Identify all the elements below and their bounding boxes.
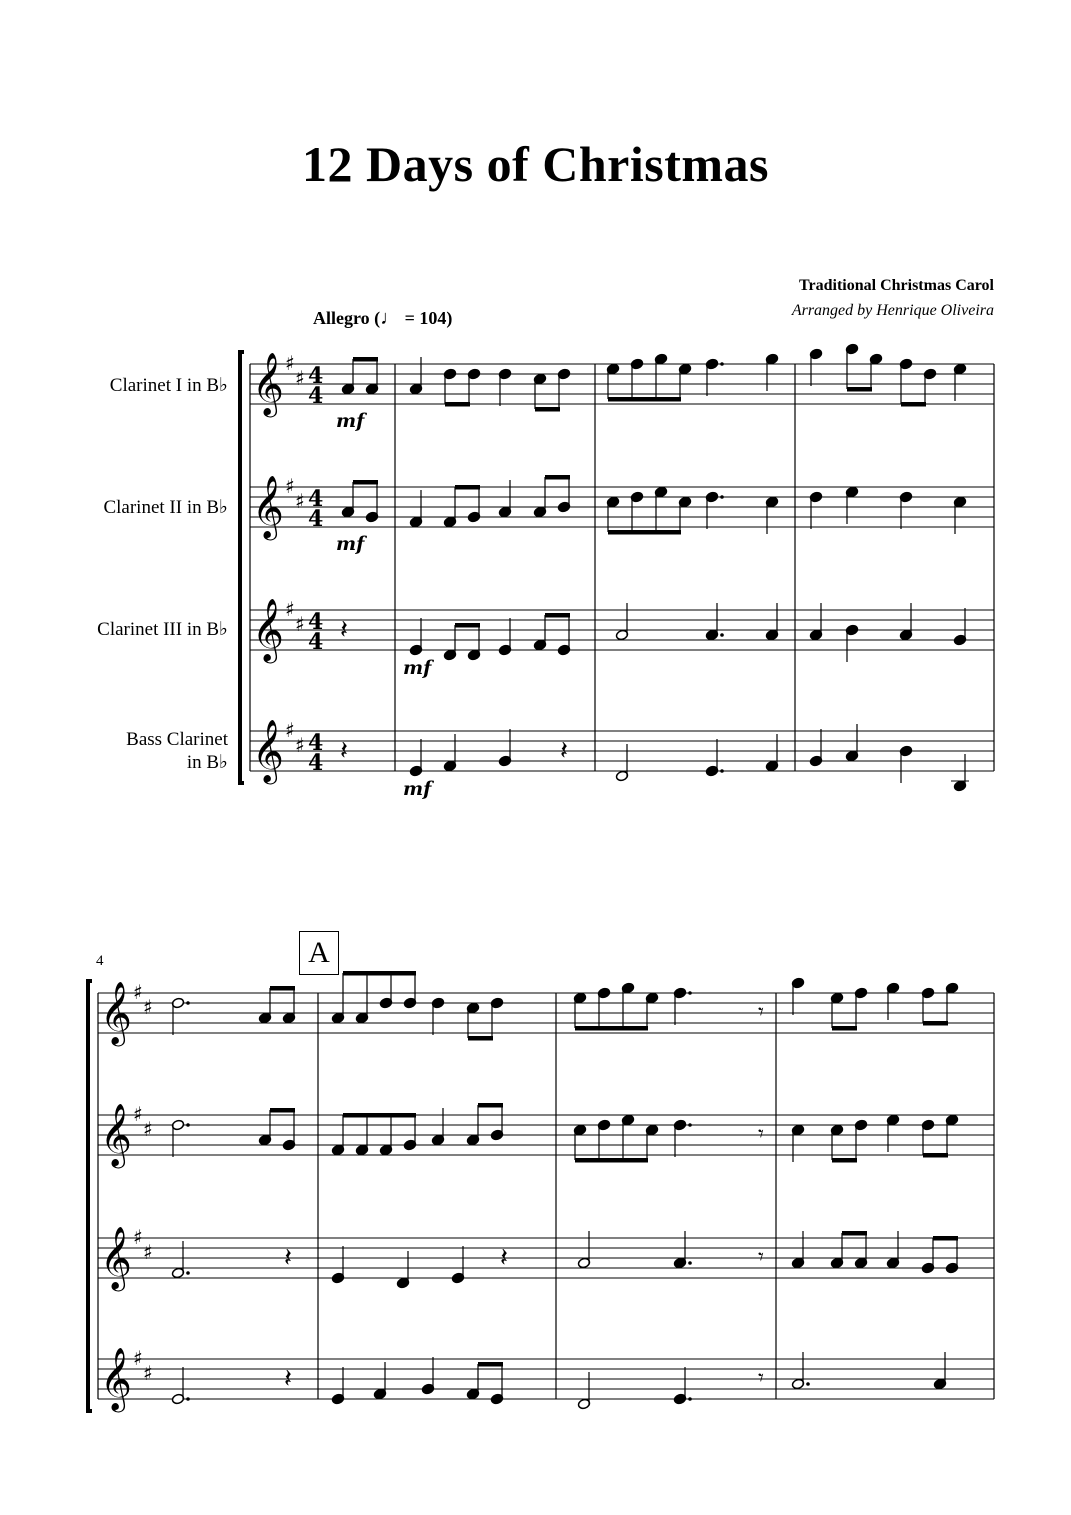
quarter-rest-icon: 𝄽 — [284, 1364, 292, 1394]
sharp-icon: ♯ — [133, 1346, 143, 1370]
treble-clef-icon: 𝄞 — [252, 598, 284, 661]
beam — [478, 1362, 503, 1367]
quarter-note-icon: ♩ — [380, 307, 401, 329]
sharp-icon: ♯ — [143, 1361, 153, 1385]
sharp-icon: ♯ — [295, 612, 305, 636]
augmentation-dot — [720, 495, 724, 499]
beam — [545, 475, 570, 480]
rehearsal-mark: A — [299, 931, 339, 975]
time-signature-numerator: 4 — [308, 486, 324, 512]
eighth-rest-icon: 𝄾 — [758, 1245, 764, 1270]
instrument-name-clarinet-3: Clarinet III in B♭ — [97, 619, 228, 640]
sharp-icon: ♯ — [133, 980, 143, 1004]
score-title: 12 Days of Christmas — [302, 136, 769, 192]
augmentation-dot — [720, 362, 724, 366]
augmentation-dot — [186, 1397, 190, 1401]
instrument-name-bass-clarinet: Bass Clarinet in B♭ — [126, 729, 228, 773]
sharp-icon: ♯ — [285, 597, 295, 621]
treble-clef-icon: 𝄞 — [100, 1347, 132, 1410]
treble-clef-icon: 𝄞 — [252, 719, 284, 782]
treble-clef-icon: 𝄞 — [100, 1226, 132, 1289]
tempo-value: = 104) — [400, 308, 453, 328]
beam — [270, 1108, 295, 1113]
dynamic-mf: mf — [336, 533, 365, 555]
augmentation-dot — [806, 1382, 810, 1386]
quarter-rest-icon: 𝄽 — [340, 736, 348, 766]
beam — [842, 1231, 867, 1236]
sharp-icon: ♯ — [295, 366, 305, 390]
beam — [455, 485, 480, 490]
augmentation-dot — [720, 769, 724, 773]
beam — [478, 1103, 503, 1108]
beam — [445, 402, 470, 407]
composer: Traditional Christmas Carol — [799, 277, 994, 294]
beam — [832, 1158, 857, 1163]
eighth-rest-icon: 𝄾 — [758, 1000, 764, 1025]
instrument-name-clarinet-1: Clarinet I in B♭ — [109, 375, 228, 396]
beam — [901, 402, 926, 407]
beam — [923, 1153, 948, 1158]
time-signature-numerator: 4 — [308, 363, 324, 389]
sharp-icon: ♯ — [285, 351, 295, 375]
beam — [608, 397, 681, 402]
arranger: Arranged by Henrique Oliveira — [791, 302, 994, 319]
sharp-icon: ♯ — [133, 1225, 143, 1249]
sharp-icon: ♯ — [285, 718, 295, 742]
instrument-name-clarinet-2: Clarinet II in B♭ — [103, 497, 228, 518]
time-signature-numerator: 4 — [308, 730, 324, 756]
sharp-icon: ♯ — [295, 489, 305, 513]
eighth-rest-icon: 𝄾 — [758, 1366, 764, 1391]
augmentation-dot — [186, 1123, 190, 1127]
quarter-rest-icon: 𝄽 — [284, 1243, 292, 1273]
dynamic-mf: mf — [336, 410, 365, 432]
beam — [933, 1236, 958, 1241]
beam — [575, 1158, 648, 1163]
augmentation-dot — [186, 1271, 190, 1275]
beam — [468, 1036, 493, 1041]
eighth-rest-icon: 𝄾 — [758, 1122, 764, 1147]
beam — [535, 407, 560, 412]
dynamic-mf: mf — [403, 657, 432, 679]
sharp-icon: ♯ — [295, 733, 305, 757]
treble-clef-icon: 𝄞 — [100, 1103, 132, 1166]
augmentation-dot — [688, 1397, 692, 1401]
quarter-rest-icon: 𝄽 — [340, 615, 348, 645]
time-signature-denominator: 4 — [308, 750, 324, 776]
beam — [455, 623, 480, 628]
system-bracket — [88, 981, 92, 1411]
time-signature-denominator: 4 — [308, 506, 324, 532]
beam — [832, 1026, 857, 1031]
treble-clef-icon: 𝄞 — [252, 475, 284, 538]
quarter-rest-icon: 𝄽 — [500, 1243, 508, 1273]
beam — [353, 480, 378, 485]
beam — [608, 530, 681, 535]
beam — [923, 1021, 948, 1026]
quarter-rest-icon: 𝄽 — [560, 736, 568, 766]
beam — [353, 357, 378, 362]
sharp-icon: ♯ — [143, 995, 153, 1019]
sharp-icon: ♯ — [143, 1240, 153, 1264]
beam — [847, 387, 872, 392]
sharp-icon: ♯ — [143, 1117, 153, 1141]
beam — [575, 1026, 648, 1031]
sharp-icon: ♯ — [133, 1102, 143, 1126]
beam — [270, 986, 295, 991]
beam — [545, 613, 570, 618]
time-signature-denominator: 4 — [308, 629, 324, 655]
augmentation-dot — [720, 633, 724, 637]
augmentation-dot — [688, 1123, 692, 1127]
treble-clef-icon: 𝄞 — [100, 981, 132, 1044]
dynamic-mf: mf — [403, 778, 432, 800]
sharp-icon: ♯ — [285, 474, 295, 498]
augmentation-dot — [186, 1001, 190, 1005]
time-signature-denominator: 4 — [308, 383, 324, 409]
time-signature-numerator: 4 — [308, 609, 324, 635]
beam — [343, 971, 416, 976]
augmentation-dot — [688, 991, 692, 995]
tempo-text: Allegro ( — [313, 308, 381, 328]
treble-clef-icon: 𝄞 — [252, 352, 284, 415]
system-bracket — [240, 352, 244, 783]
measure-number: 4 — [96, 953, 104, 969]
augmentation-dot — [688, 1261, 692, 1265]
beam — [343, 1113, 416, 1118]
